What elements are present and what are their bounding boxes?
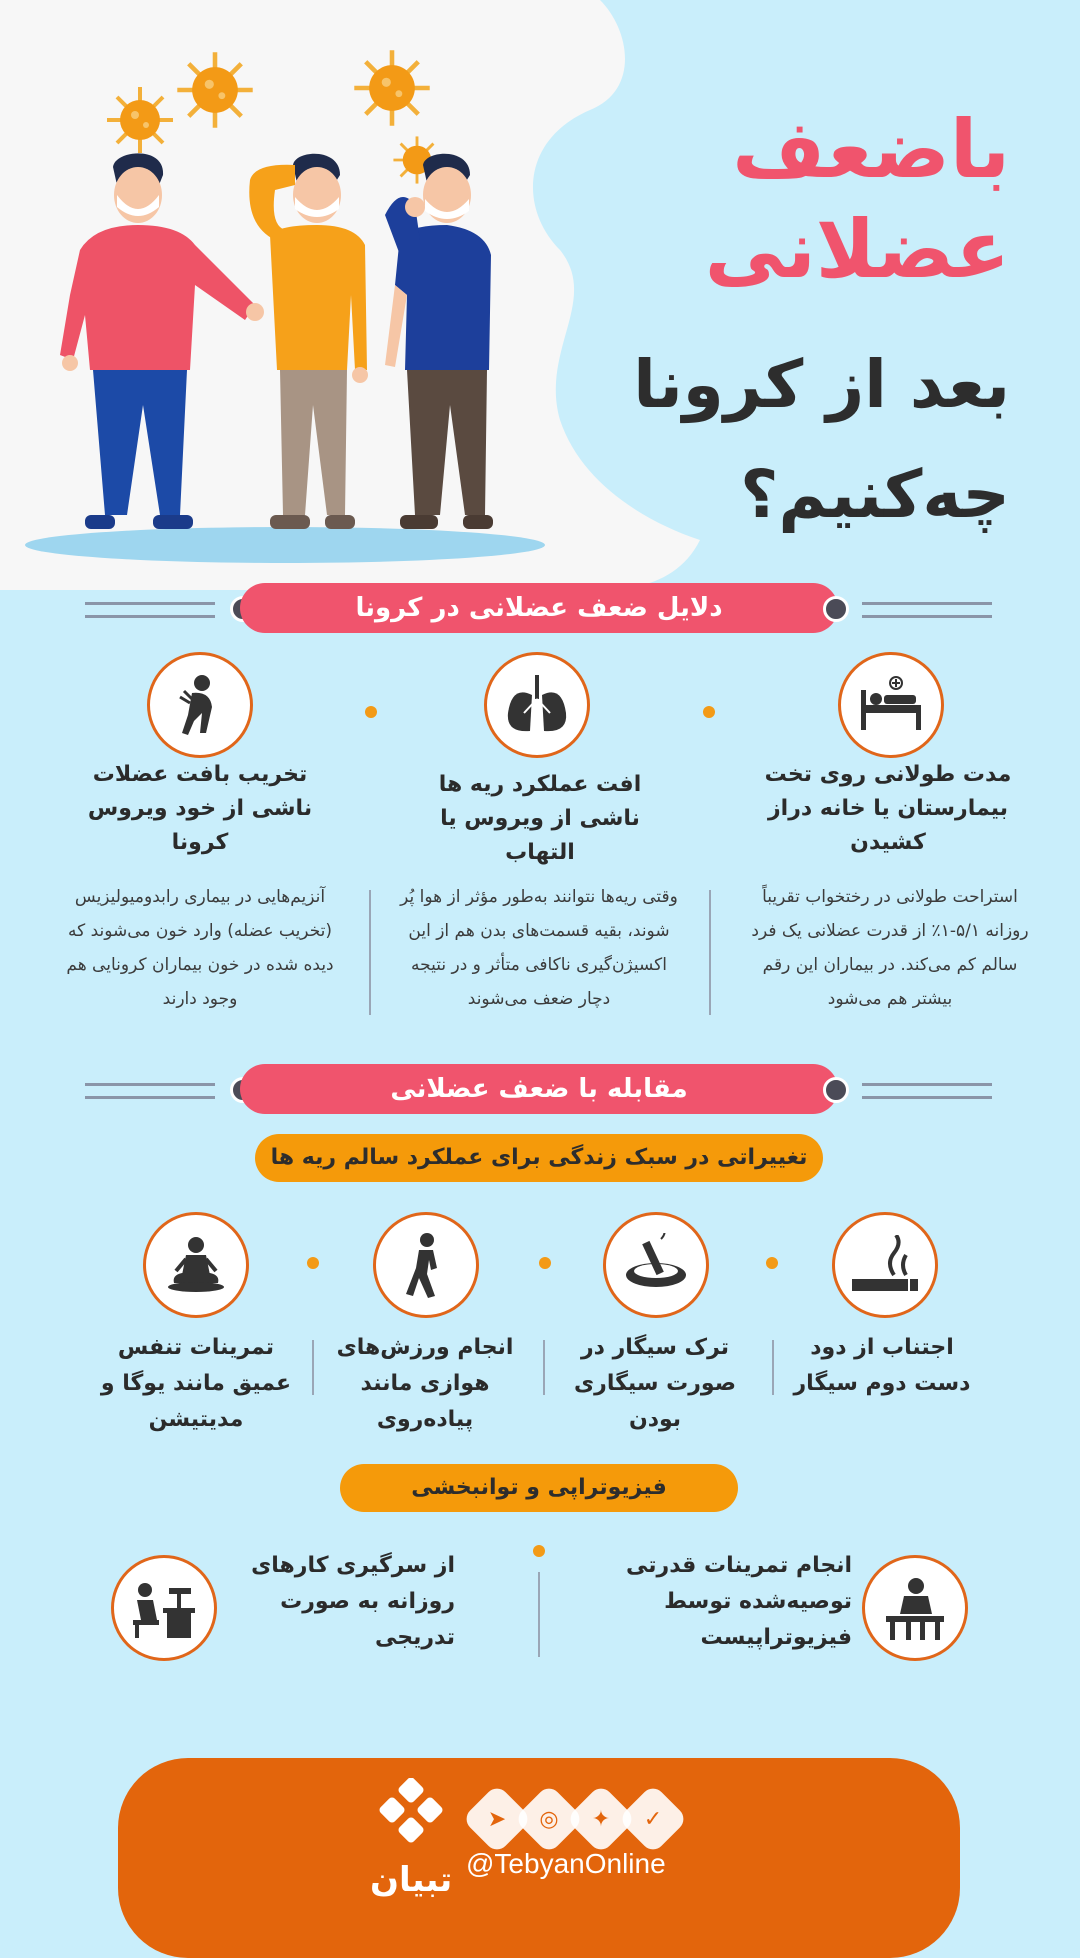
hospital-bed-icon	[838, 652, 944, 758]
lifestyle-subheader: تغییراتی در سبک زندگی برای عملکرد سالم ریه ها	[255, 1134, 823, 1182]
column-divider	[543, 1340, 545, 1395]
person-blue-shirt	[385, 154, 493, 529]
cause-description: آنزیم‌هایی در بیماری رابدومیولیزیس (تخریب عضله) وارد خون می‌شوند که دیده شده در خون بیماران کرونایی هم وجود دارند	[66, 887, 334, 1009]
column-divider	[709, 890, 711, 1015]
twitter-icon[interactable]: ✦	[591, 1806, 611, 1832]
physio-tip-text: از سرگیری کارهای روزانه به صورت تدریجی	[251, 1553, 455, 1650]
hero-title-line3: بعد از کرونا	[633, 346, 1010, 423]
separator-dot	[539, 1257, 551, 1269]
separator-dot	[766, 1257, 778, 1269]
brand-name: تبیان	[370, 1860, 453, 1900]
column-divider	[772, 1340, 774, 1395]
people-illustration	[55, 145, 515, 545]
social-handle[interactable]: @TebyanOnline	[466, 1848, 666, 1879]
header-divider-right	[862, 602, 992, 618]
cause-title: تخریب بافت عضلات ناشی از خود ویروس کرونا	[87, 762, 313, 855]
tebyan-logo-icon	[376, 1778, 446, 1848]
separator-dot	[307, 1257, 319, 1269]
physio-tip-text: انجام تمرینات قدرتی توصیه‌شده توسط فیزیوتراپیست	[626, 1553, 852, 1650]
lifestyle-tip-text: ترک سیگار در صورت سیگاری بودن	[574, 1335, 736, 1432]
cause-description: وقتی ریه‌ها نتوانند به‌طور مؤثر از هوا پُر شوند، بقیه قسمت‌های بدن هم از این اکسیژن‌گیری ناکافی متأثر و در نتیجه دچار ضعف می‌شوند	[400, 887, 678, 1009]
header-divider-left	[85, 602, 215, 618]
lifestyle-tip-text: تمرینات تنفس عمیق مانند یوگا و مدیتیشن	[100, 1335, 292, 1432]
separator-dot	[703, 706, 715, 718]
hero-title-line2: عضلانی	[704, 203, 1010, 296]
column-divider	[538, 1572, 540, 1657]
lifestyle-tip-text: اجتناب از دود دست دوم سیگار	[793, 1335, 971, 1396]
virus-icon	[352, 48, 432, 128]
header-divider-left	[85, 1083, 215, 1099]
header-divider-right	[862, 1083, 992, 1099]
physio-subheader: فیزیوتراپی و توانبخشی	[340, 1464, 738, 1512]
telegram-icon[interactable]: ➤	[487, 1806, 507, 1832]
virus-icon	[175, 50, 255, 130]
cause-title: مدت طولانی روی تخت بیمارستان یا خانه دراز کشیدن	[764, 762, 1012, 855]
column-divider	[312, 1340, 314, 1395]
section-coping-header: مقابله با ضعف عضلانی	[240, 1064, 838, 1114]
meditation-icon	[143, 1212, 249, 1318]
desk-work-icon	[111, 1555, 217, 1661]
physiotherapy-icon	[862, 1555, 968, 1661]
verified-icon[interactable]: ✓	[643, 1806, 663, 1832]
walking-person-icon	[373, 1212, 479, 1318]
column-divider	[369, 890, 371, 1015]
cause-description: استراحت طولانی در رختخواب تقریباً روزانه ۵/۱-۱٪ از قدرت عضلانی یک فرد سالم کم می‌کند. در بیماران این رقم بیشتر هم می‌شود	[751, 887, 1029, 1009]
instagram-icon[interactable]: ◎	[539, 1806, 559, 1832]
lifestyle-tip-text: انجام ورزش‌های هوازی مانند پیاده‌روی	[336, 1335, 514, 1432]
header-dot	[823, 596, 849, 622]
cigarette-smoke-icon	[832, 1212, 938, 1318]
section-causes-header: دلایل ضعف عضلانی در کرونا	[240, 583, 838, 633]
cause-title: افت عملکرد ریه ها ناشی از ویروس یا التهاب	[438, 772, 642, 865]
hero-title-line4: چه‌کنیم؟	[740, 456, 1010, 533]
separator-dot	[533, 1545, 545, 1557]
hero-title-line1: باضعف	[732, 103, 1010, 196]
header-dot	[823, 1077, 849, 1103]
person-red-shirt	[60, 153, 264, 529]
ashtray-icon	[603, 1212, 709, 1318]
person-orange-shirt	[249, 154, 368, 529]
sick-person-icon	[147, 652, 253, 758]
separator-dot	[365, 706, 377, 718]
lungs-icon	[484, 652, 590, 758]
